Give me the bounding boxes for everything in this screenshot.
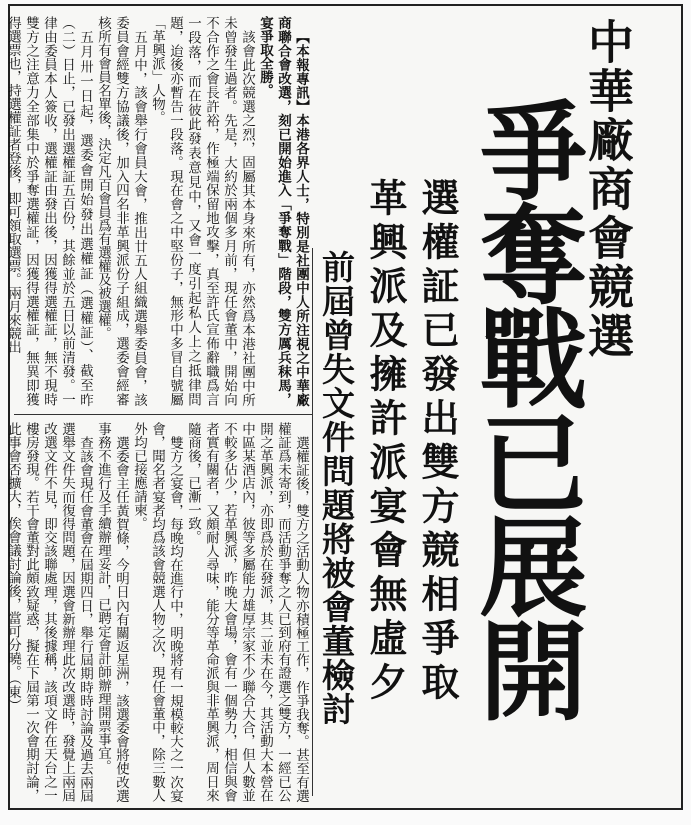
paragraph: 該會此次競選之烈，固屬其本身來所有，亦然爲本港社團中所未曾發生過者。先是，大約於兩個多月前，現任會董中，開始向不合作之會長許裕，作極端保留地攻擊，真至許氏宣佈辭職爲言一段落，而在彼此發表意見中，又會一度引起私人上之抵律問題，迨後亦暫告一段落。現在會之中堅份子，無形中多冒自號屬「革興派」人物。 xyxy=(149,16,255,406)
article-headline: 爭奪戰已展開 xyxy=(461,95,587,719)
subhead-2: 革興派及擁許派宴會無虛夕 xyxy=(363,178,408,706)
subhead-3: 前屆曾失文件問題將被會董檢討 xyxy=(317,250,356,726)
paragraph: 選權証後，雙方之活動人物亦積極工作，作爭我奪。甚至有選權証爲未寄到，而活動爭奪之人已到府有證選之雙方，一經已公開之革興派，亦即爲於在發派，其二並未在今，其活動大本營在中區某酒店內，彼等多屬能力雄厚宗家不少聯合大合，但人數並不較多佔少，若革興派，昨晚大會場，會有一個勢力，相信與會者實有關者，又頗耐人尋味，能分等革命派與非革興派，周日來隨商後，已漸一致。 xyxy=(185,422,309,802)
paragraph: 雙方之宴會，每晚均在進行中，明晚將有一規模較大之一次宴會，聞名者宴者均爲該會競選人物之次，現任會董中，除三數人外均已接應請柬。 xyxy=(131,422,183,802)
subhead-1: 選權証已發出雙方競相爭取 xyxy=(415,178,460,706)
paragraph: 查該會現任會董會在屆期四日，舉行屆期時時討論及過去兩屆選舉文件失而復得問題，因選會新辦理此次改選時，發覺上兩屆改選文件不見，即交該聯處理，其後據稱，該項文件在天台之一樓房發現。若干會董對此頗致疑惑，擬在下屆第一次會期討論，此事會否擴大，俟會議討論後，當可分曉。（東） xyxy=(5,422,93,802)
section-divider xyxy=(14,414,312,415)
body-text-lower xyxy=(5,422,310,802)
article-kicker: 中華廠商會競選 xyxy=(581,18,635,361)
body-text-upper xyxy=(5,16,310,406)
paragraph: 選委會主任黃賀條，今明日內有關返星洲，該選委會將使改選事務不進行及手續辦理妥計，已聘定會計師辦理開票事宜。 xyxy=(95,422,129,802)
paragraph: 五月中，該會舉行會員大會，推出廿五人組織選舉委員會，該委員會經雙方協議後，加入四名非革興派份子組成，選委會經審核所有會員名單後，決定凡百會員爲有選權及被選權。 xyxy=(95,16,147,406)
paragraph: 五月卅一日起，選委會開始發出選權証（選權証）、截至昨（二）日止，已發出選權証五百份，其餘並於五日以前清發。一律由委員本人簽收，選權証由發出後，因獲得選權証，無不現時雙方之注意力全部集中於爭奪選權証，因獲得選權証，無異即獲得選票也，持選權証者登後，即可領取選票。兩月來競出 xyxy=(5,16,93,406)
column-divider xyxy=(312,248,313,796)
paragraph: 【本報專訊】本港各界人士，特別是社團中人所注視之中華廠商聯合會改選，刻已開始進入「爭奪戰」階段，雙方厲兵秣馬，宴爭取全勝。 xyxy=(257,16,309,406)
